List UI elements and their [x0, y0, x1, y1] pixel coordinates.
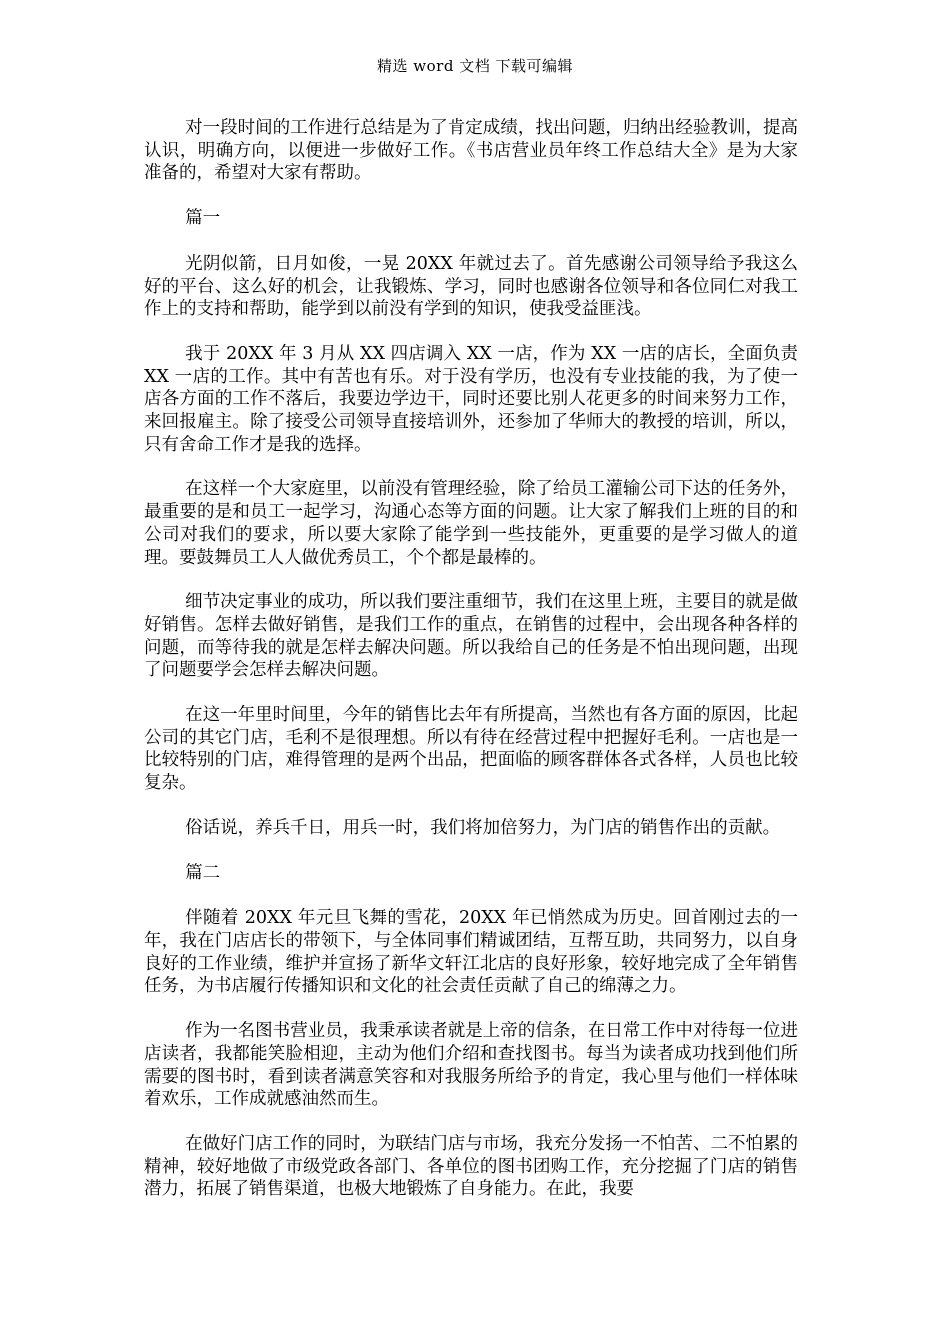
body-paragraph: 在这一年里时间里，今年的销售比去年有所提高，当然也有各方面的原因，比起公司的其它门店，毛利不是很理想。所以有待在经营过程中把握好毛利。一店也是一比较特别的门店，难得管理的是两个出品，把面临的顾客群体各式各样，人员也比较复杂。 — [144, 705, 798, 794]
section-heading-2: 篇二 — [185, 862, 221, 883]
body-paragraph: 在做好门店工作的同时，为联结门店与市场，我充分发扬一不怕苦、二不怕累的精神，较好地做了市级党政各部门、各单位的图书团购工作，充分挖掘了门店的销售潜力，拓展了销售渠道，也极大地锻炼了自身能力。在此，我要 — [144, 1133, 798, 1200]
body-paragraph: 光阴似箭，日月如俊，一晃 20XX 年就过去了。首先感谢公司领导给予我这么好的平台、这么好的机会，让我锻炼、学习，同时也感谢各位领导和各位同仁对我工作上的支持和帮助，能学到以前没有学到的知识，使我受益匪浅。 — [144, 253, 798, 320]
document-body — [144, 117, 798, 1223]
page-header: 精选 word 文档 下载可编辑 — [377, 57, 573, 75]
section-heading-1: 篇一 — [185, 208, 221, 229]
body-paragraph: 伴随着 20XX 年元旦飞舞的雪花，20XX 年已悄然成为历史。回首刚过去的一年，我在门店店长的带领下，与全体同事们精诚团结，互帮互助，共同努力，以自身良好的工作业绩，维护并宣扬了新华文轩江北店的良好形象，较好地完成了全年销售任务，为书店履行传播知识和文化的社会责任贡献了自己的绵薄之力。 — [144, 908, 798, 997]
body-paragraph: 我于 20XX 年 3 月从 XX 四店调入 XX 一店，作为 XX 一店的店长，全面负责 XX 一店的工作。其中有苦也有乐。对于没有学历，也没有专业技能的我，为了使一店各方面的工作不落后，我要边学边干，同时还要比别人花更多的时间来努力工作，来回报雇主。除了接受公司领导直接培训外，还参加了华师大的教授的培训，所以，只有舍命工作才是我的选择。 — [144, 343, 798, 455]
intro-paragraph: 对一段时间的工作进行总结是为了肯定成绩，找出问题，归纳出经验教训，提高认识，明确方向，以便进一步做好工作。《书店营业员年终工作总结大全》是为大家准备的，希望对大家有帮助。 — [144, 118, 798, 184]
body-paragraph: 细节决定事业的成功，所以我们要注重细节，我们在这里上班，主要目的就是做好销售。怎样去做好销售，是我们工作的重点，在销售的过程中，会出现各种各样的问题，而等待我的就是怎样去解决问题。所以我给自己的任务是不怕出现问题，出现了问题要学会怎样去解决问题。 — [144, 592, 798, 681]
body-paragraph: 在这样一个大家庭里，以前没有管理经验，除了给员工灌输公司下达的任务外，最重要的是和员工一起学习，沟通心态等方面的问题。让大家了解我们上班的目的和公司对我们的要求，所以要大家除了能学到一些技能外，更重要的是学习做人的道理。要鼓舞员工人人做优秀员工，个个都是最棒的。 — [144, 479, 798, 568]
body-paragraph: 作为一名图书营业员，我秉承读者就是上帝的信条，在日常工作中对待每一位进店读者，我都能笑脸相迎，主动为他们介绍和查找图书。每当为读者成功找到他们所需要的图书时，看到读者满意笑容和对我服务所给予的肯定，我心里与他们一样体味着欢乐，工作成就感油然而生。 — [144, 1021, 798, 1110]
body-paragraph: 俗话说，养兵千日，用兵一时，我们将加倍努力，为门店的销售作出的贡献。 — [185, 817, 781, 838]
